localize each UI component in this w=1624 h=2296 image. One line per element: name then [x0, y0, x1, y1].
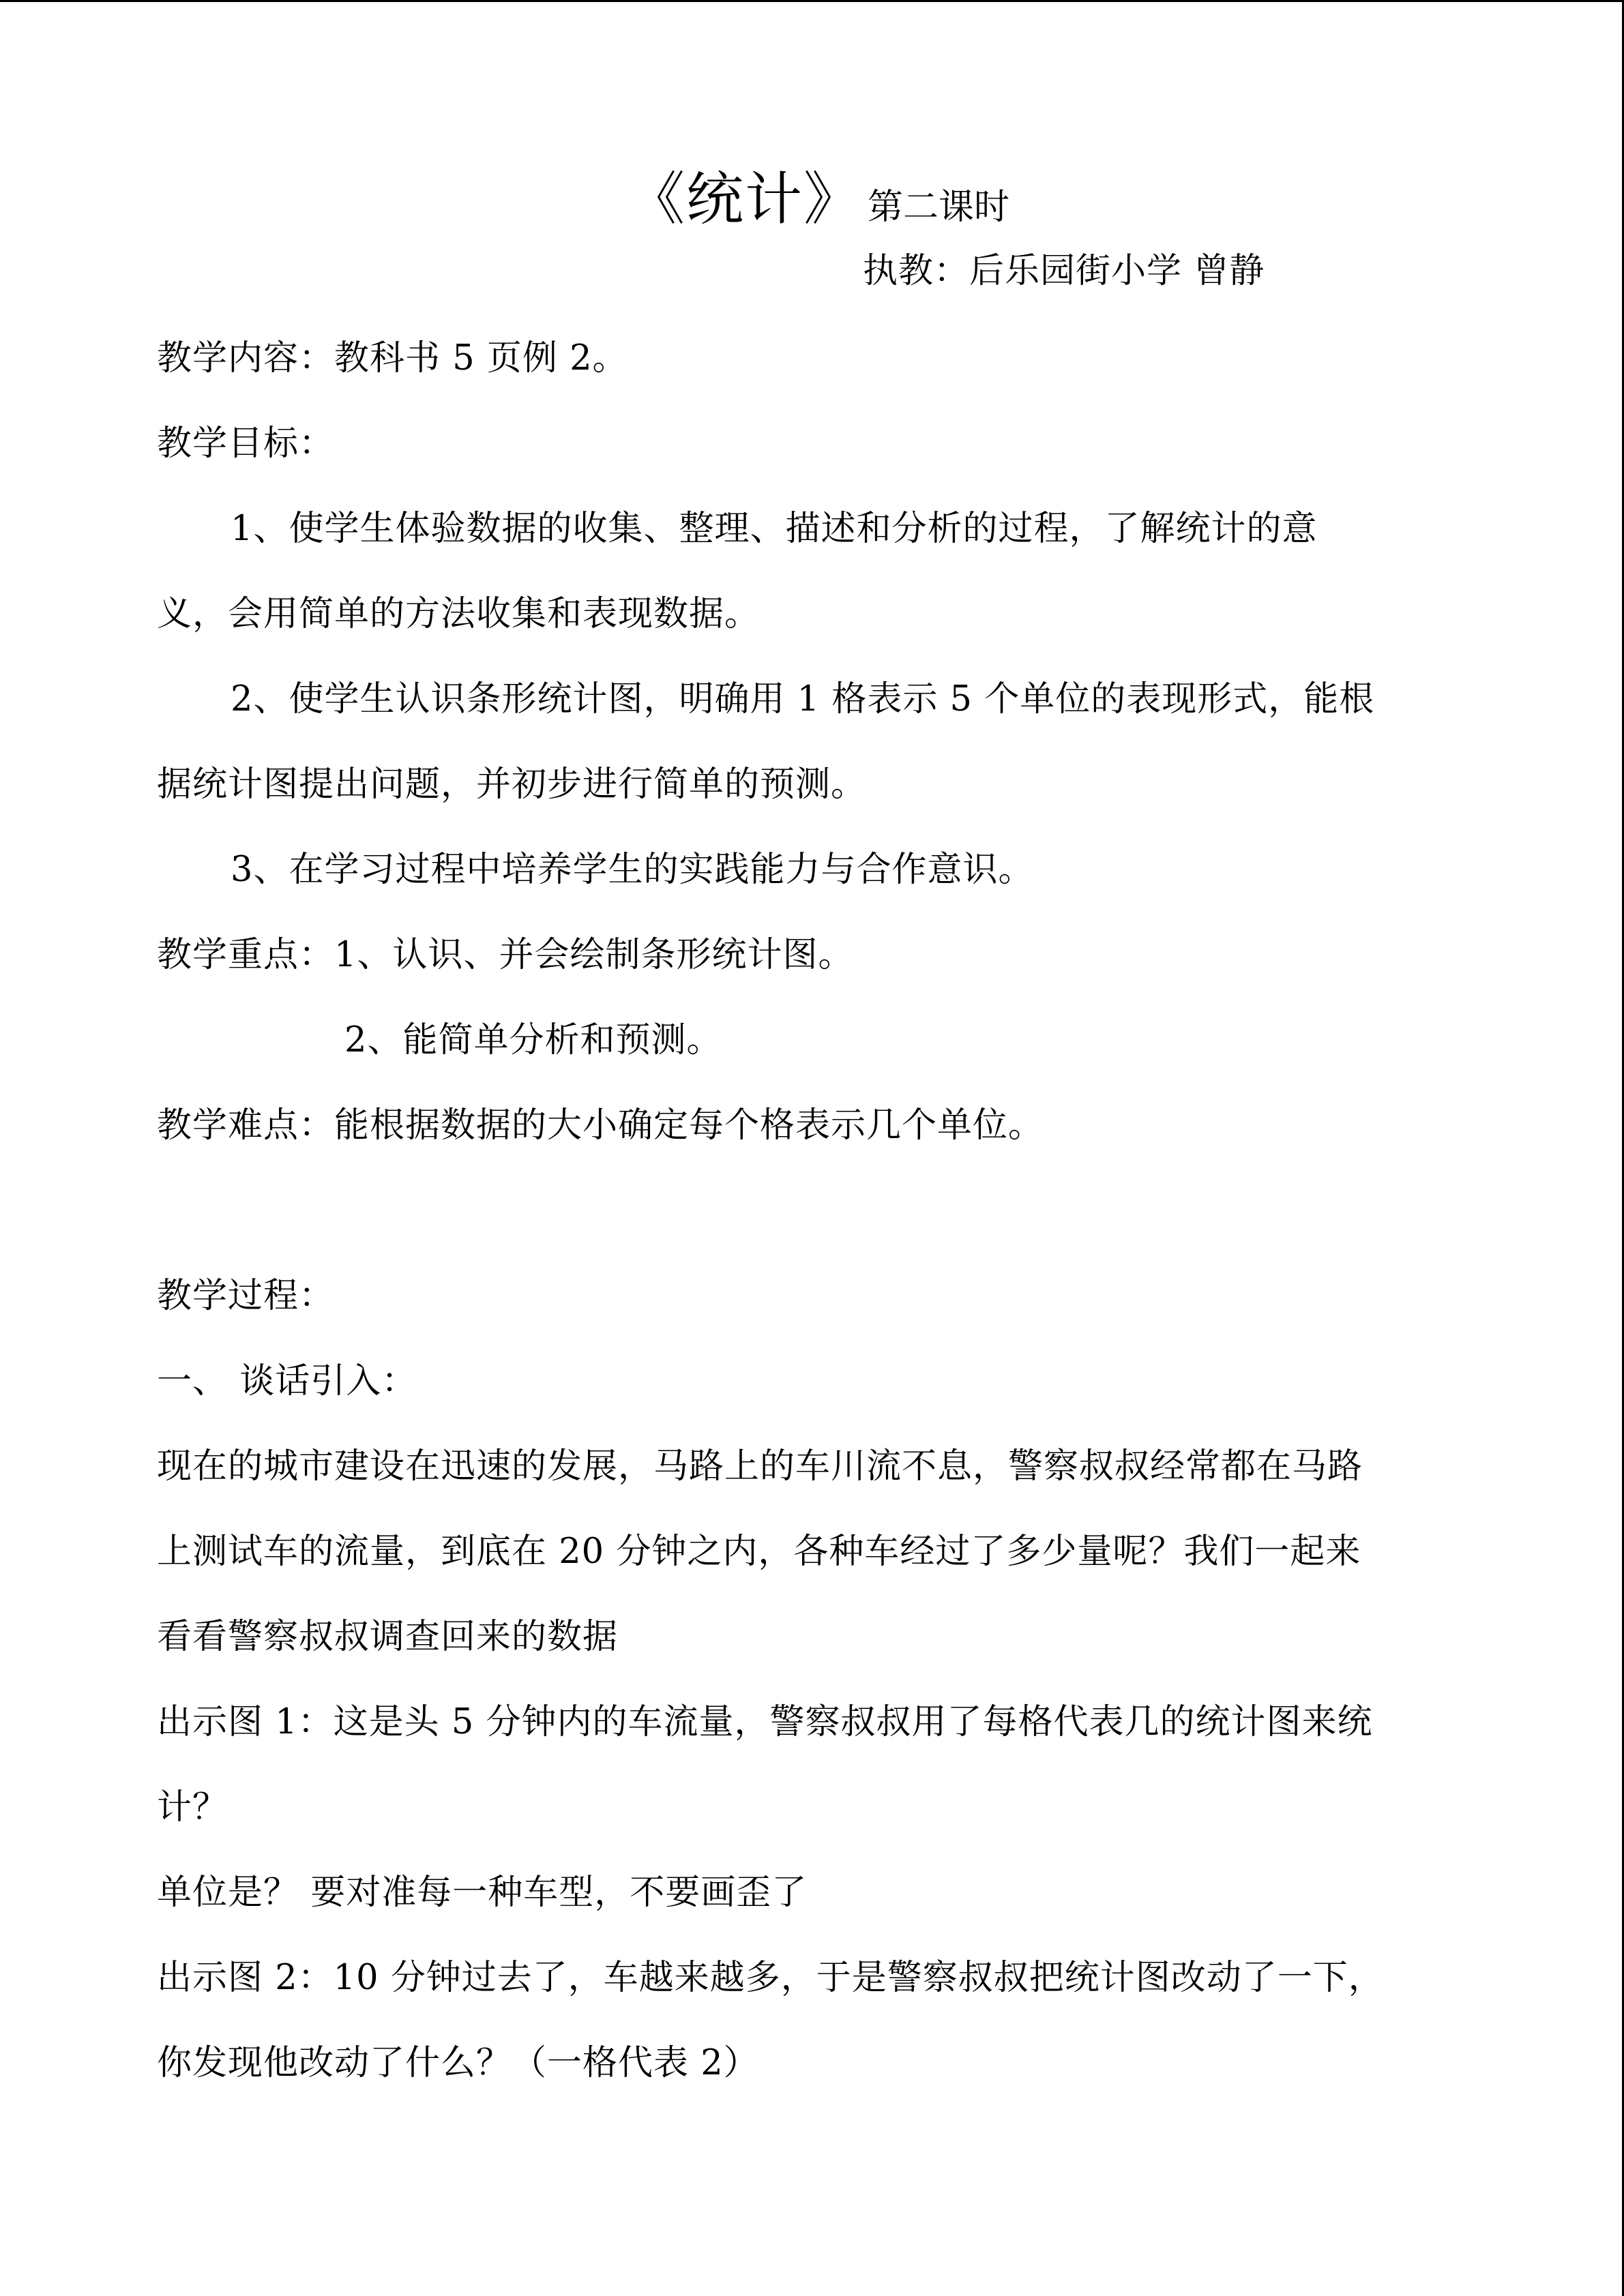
difficulty-line: 教学难点：能根据数据的大小确定每个格表示几个单位。 — [157, 1105, 1044, 1146]
paragraph-1-line-3: 看看警察叔叔调查回来的数据 — [157, 1617, 619, 1657]
paragraph-1-line-1: 现在的城市建设在迅速的发展，马路上的车川流不息，警察叔叔经常都在马路 — [157, 1446, 1363, 1487]
key-points-line-2: 2、能简单分析和预测。 — [344, 1020, 722, 1060]
process-heading: 教学过程： — [157, 1276, 335, 1316]
objective-1-line-1: 1、使学生体验数据的收集、整理、描述和分析的过程，了解统计的意 — [231, 509, 1318, 549]
paragraph-4-line-1: 出示图 2：10 分钟过去了，车越来越多，于是警察叔叔把统计图改动了一下， — [157, 1958, 1384, 1998]
objective-2-line-2: 据统计图提出问题，并初步进行简单的预测。 — [157, 764, 867, 805]
page-title — [628, 153, 1009, 236]
paragraph-1-line-2: 上测试车的流量，到底在 20 分钟之内，各种车经过了多少量呢？我们一起来 — [157, 1532, 1361, 1572]
paragraph-3: 单位是？ 要对准每一种车型，不要画歪了 — [157, 1873, 808, 1913]
key-points-line-1: 教学重点：1、认识、并会绘制条形统计图。 — [157, 935, 854, 975]
paragraph-2-line-2: 计？ — [157, 1787, 228, 1828]
title-sub: 第二课时 — [868, 187, 1010, 228]
paragraph-4-line-2: 你发现他改动了什么？（一格代表 2） — [157, 2043, 759, 2083]
teaching-content: 教学内容：教科书 5 页例 2。 — [157, 338, 628, 378]
paragraph-2-line-1: 出示图 1：这是头 5 分钟内的车流量，警察叔叔用了每格代表几的统计图来统 — [157, 1702, 1373, 1742]
objectives-heading: 教学目标： — [157, 423, 335, 464]
author-line: 执教：后乐园街小学 曾静 — [863, 251, 1265, 291]
objective-3: 3、在学习过程中培养学生的实践能力与合作意识。 — [231, 850, 1034, 890]
section-1-heading: 一、 谈话引入： — [157, 1361, 417, 1401]
title-main: 《统计》 — [628, 166, 863, 233]
objective-1-line-2: 义，会用简单的方法收集和表现数据。 — [157, 594, 761, 634]
objective-2-line-1: 2、使学生认识条形统计图，明确用 1 格表示 5 个单位的表现形式，能根 — [231, 679, 1375, 719]
